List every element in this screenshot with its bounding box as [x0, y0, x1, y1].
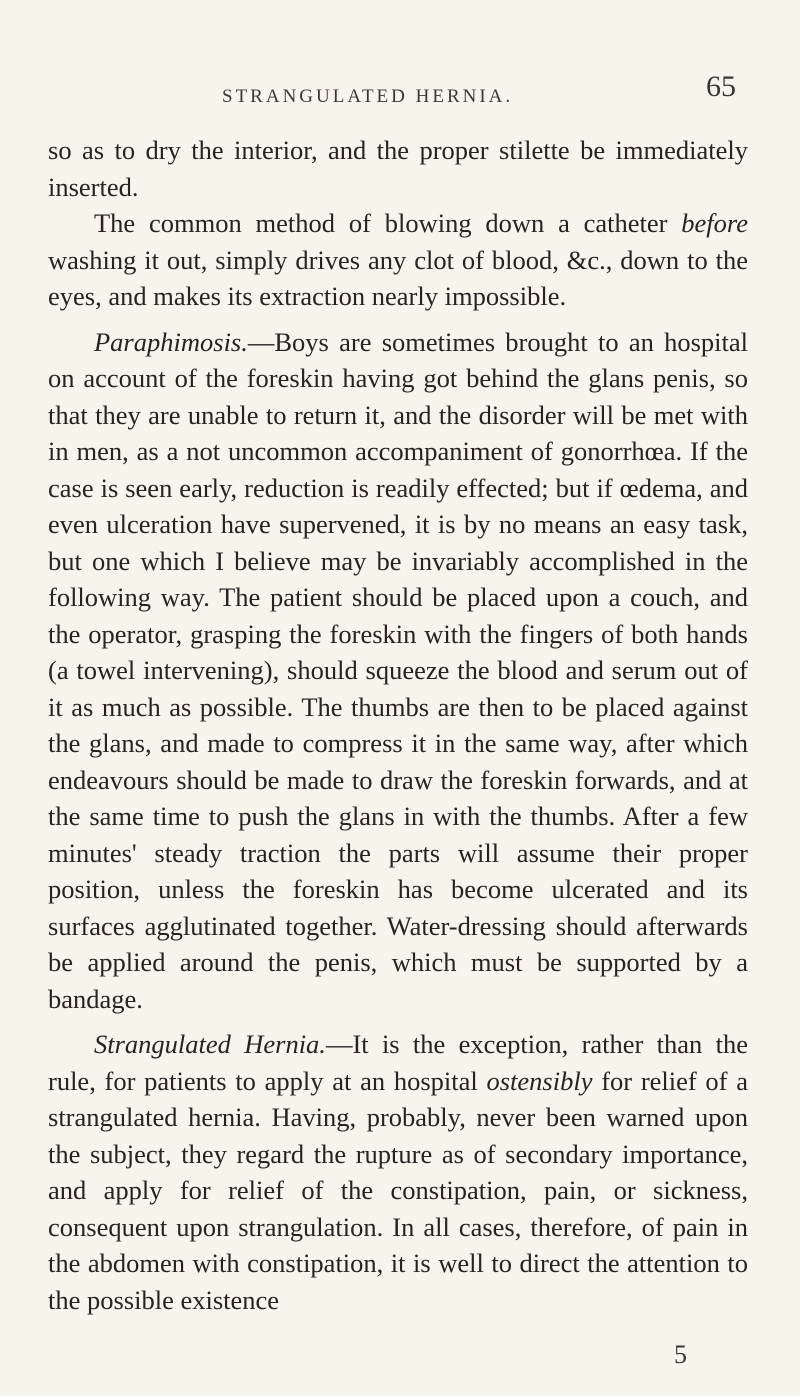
text-segment: —Boys are sometimes brought to an hospital on account of the foreskin having got behind the glans penis, so that they are unable to return it, and the disorder will be met with in men, as a not uncommon accompaniment of gonorrhœa. If the case is seen early, reduction is readily effected; but if œdema, and even ulceration have supervened, it is by no means an easy task, but one which I believe may be invariably accomplished in the following way. The patient should be placed upon a couch, and the operator, grasping the foreskin with the fingers of both hands (a towel intervening), should squeeze the blood and serum out of it as much as possible. The thumbs are then to be placed against the glans, and made to compress it in the same way, after which endeavours should be made to draw the foreskin forwards, and at the same time to push the glans in with the thumbs. After a few minutes' steady traction the parts will assume their proper position, unless the foreskin has become ulcerated and its surfaces agglutinated together. Water-dressing should afterwards be applied around the penis, which must be supported by a bandage. [48, 326, 748, 1014]
paragraph-stilette [48, 132, 748, 205]
paragraph-strangulated-hernia [48, 1026, 748, 1318]
section-heading-strangulated-hernia: Strangulated Hernia. [94, 1029, 326, 1059]
body-text [48, 132, 748, 1318]
text-segment: —It is the exception, rather than the rule, for patients to apply at an hospital [48, 1029, 748, 1096]
text-segment: so as to dry the interior, and the proper stilette be immediately inserted. [48, 135, 748, 202]
text-segment-italic: ostensibly [486, 1065, 593, 1096]
paragraph-catheter [48, 205, 748, 315]
paragraph-paraphimosis [48, 324, 748, 1018]
section-heading-paraphimosis: Paraphimosis. [94, 326, 248, 357]
text-segment: The common method of blowing down a catheter [94, 208, 682, 238]
page-number: 65 [706, 70, 736, 103]
signature-mark: 5 [674, 1340, 687, 1369]
running-head: STRANGULATED HERNIA. [222, 86, 514, 107]
text-segment: for relief of a strangulated hernia. Having, probably, never been warned upon the subject, they regard the rupture as of secondary importance, and apply for relief of the constipation, pain, or sickness, consequent upon strangulation. In all cases, therefore, of pain in the abdomen with constipation, it is well to direct the attention to the possible existence [48, 1065, 748, 1315]
text-segment: washing it out, simply drives any clot of blood, &c., down to the eyes, and makes its extraction nearly impossible. [48, 244, 748, 311]
text-segment-italic: before [681, 208, 748, 238]
